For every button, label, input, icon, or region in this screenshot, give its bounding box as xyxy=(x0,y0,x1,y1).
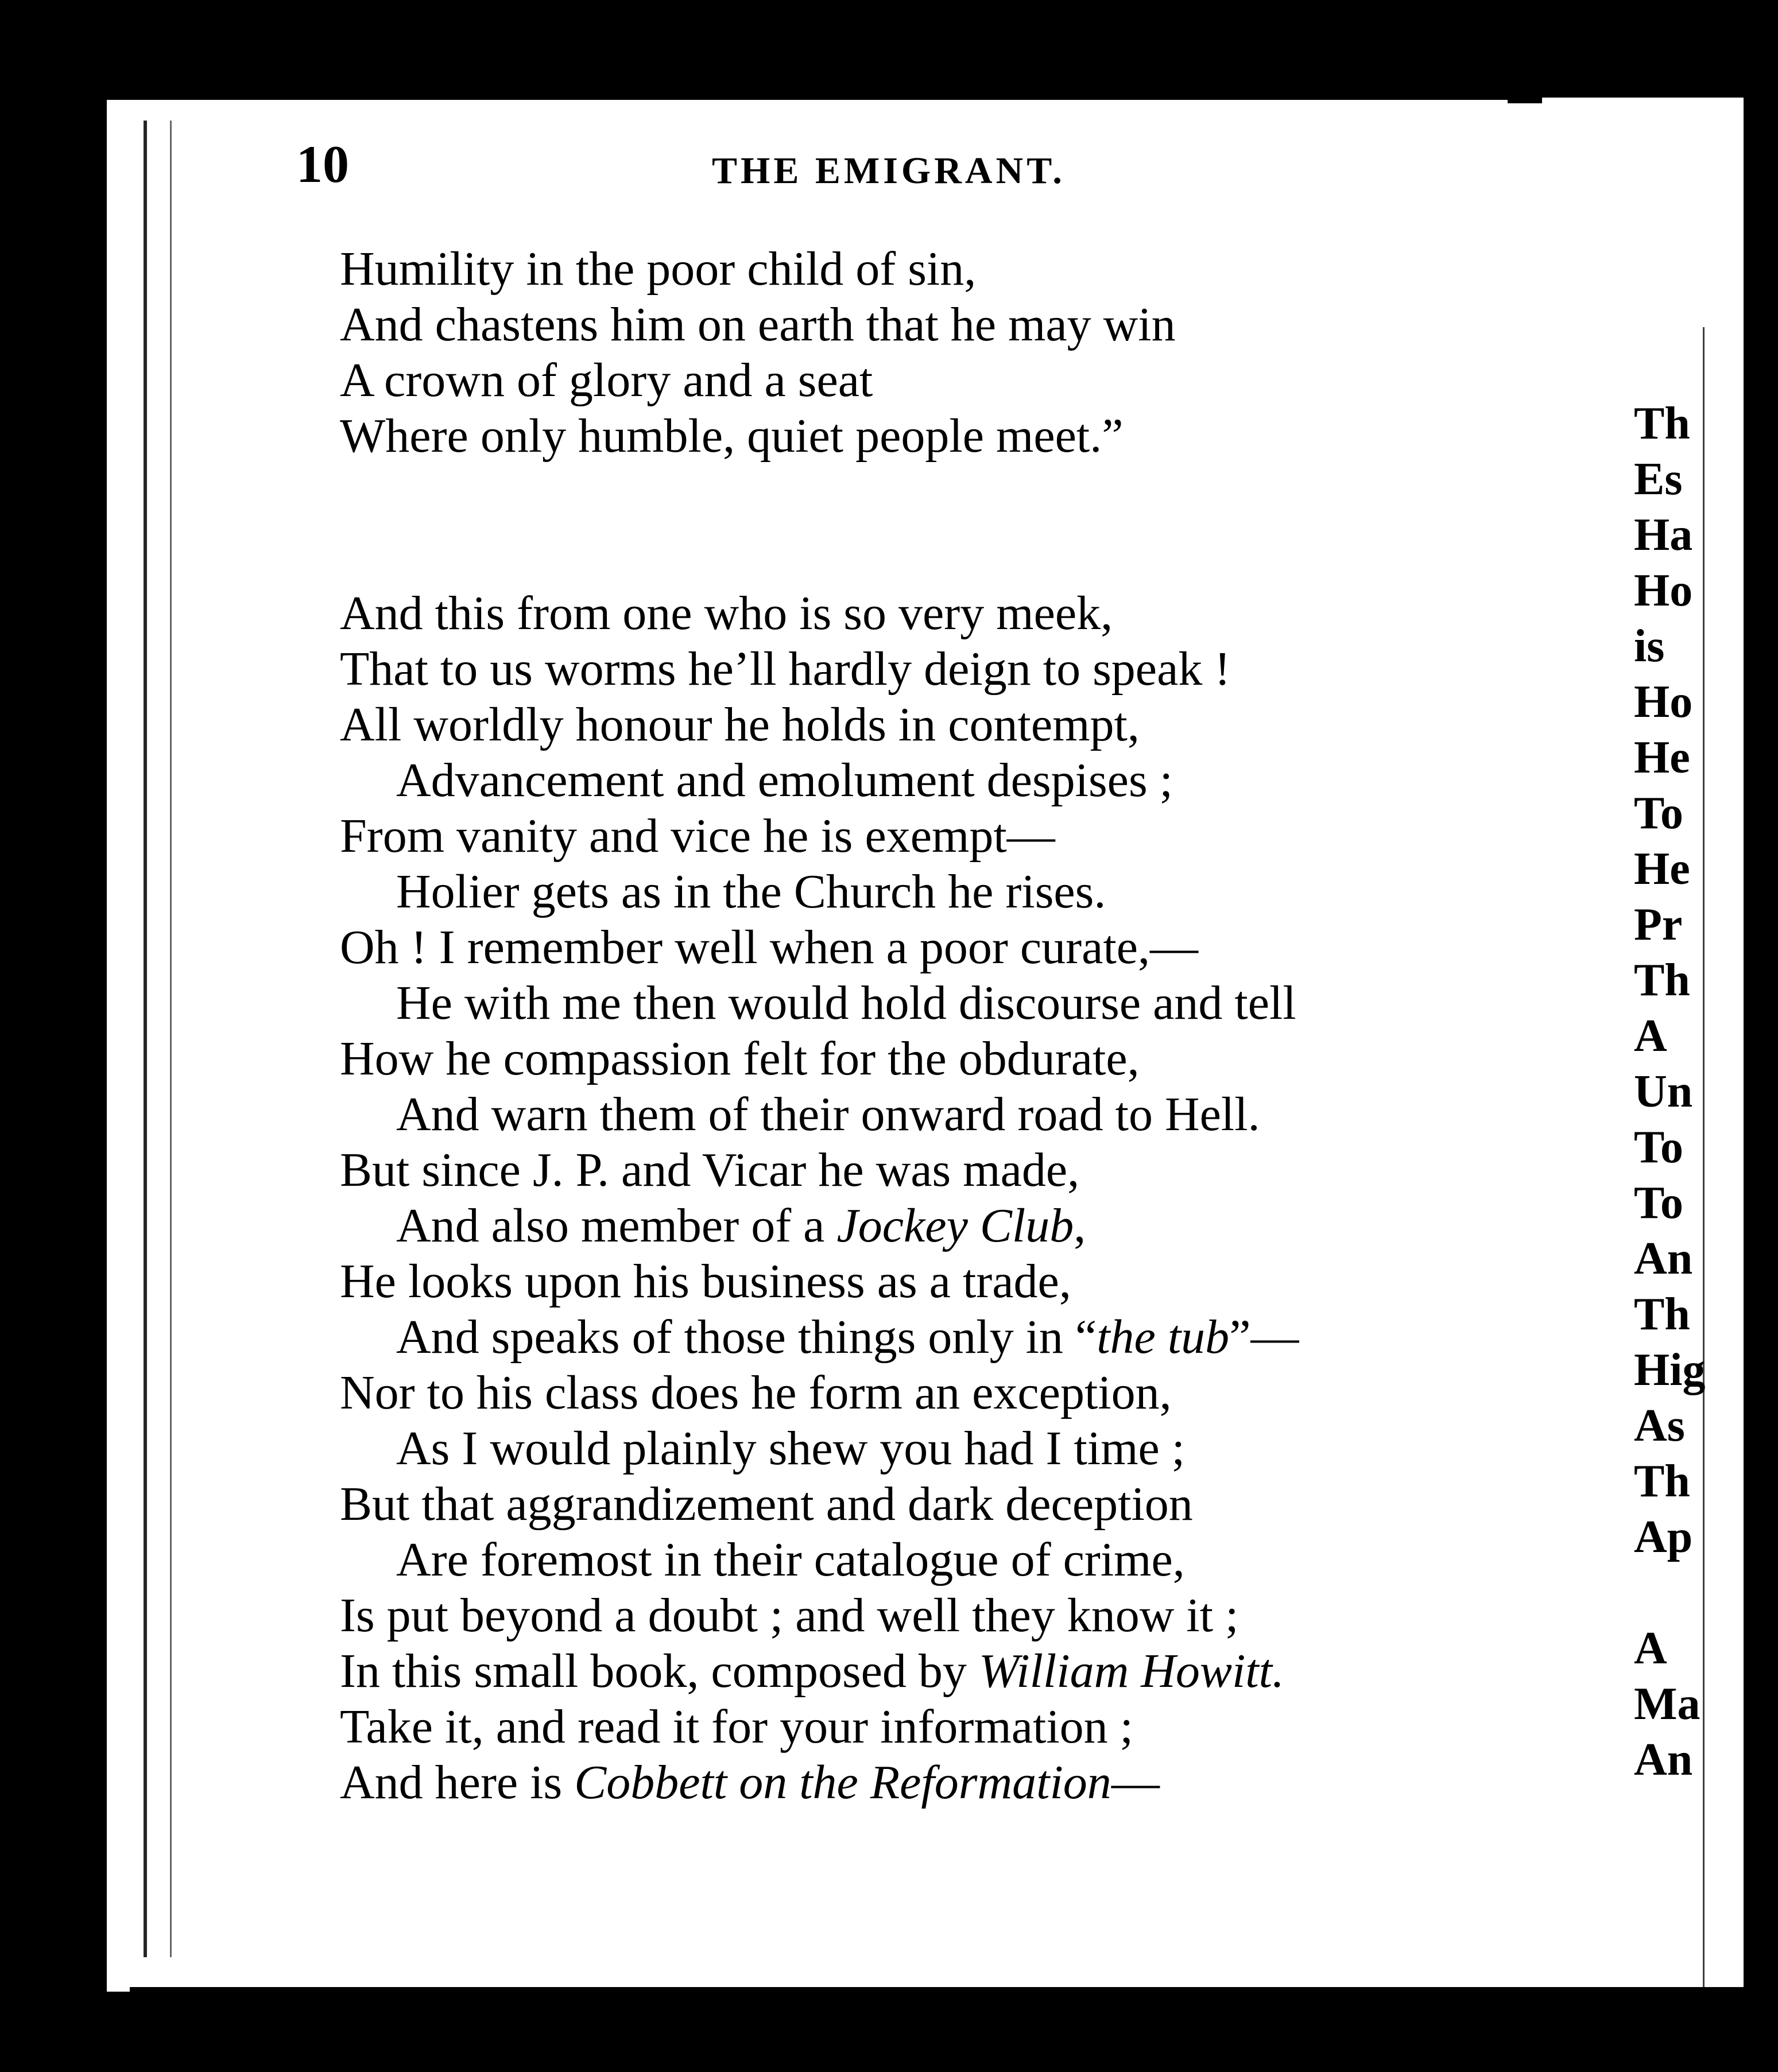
facing-page-fragment: is xyxy=(1634,621,1665,672)
verse-line: He with me then would hold discourse and tell xyxy=(396,976,1296,1030)
verse-line-text: And here is xyxy=(340,1756,575,1809)
facing-page-fragment xyxy=(1634,1565,1705,1621)
verse-line-text: And speaks of those things only in “ xyxy=(396,1310,1097,1364)
facing-page-fragment: To xyxy=(1634,788,1684,839)
binding-gutter-line xyxy=(144,121,147,1957)
verse-line: As I would plainly shew you had I time ; xyxy=(396,1422,1186,1475)
facing-page-fragment: Th xyxy=(1634,1289,1690,1340)
verse-line xyxy=(340,1755,1632,1810)
verse-line xyxy=(340,1309,1632,1365)
facing-page-fragment: Ma xyxy=(1634,1679,1700,1729)
verse-line-text: , xyxy=(1074,1199,1086,1252)
verse-line: Humility in the poor child of sin, xyxy=(340,242,977,296)
verse-line-italic: Jockey Club xyxy=(836,1199,1074,1252)
verse-line: He looks upon his business as a trade, xyxy=(340,1255,1071,1308)
facing-page-text-fragments xyxy=(1634,396,1705,1788)
verse-line: Holier gets as in the Church he rises. xyxy=(396,865,1106,918)
binding-gutter-line-inner xyxy=(170,121,172,1957)
verse-line-text: And also member of a xyxy=(396,1199,837,1252)
facing-page-fragment: To xyxy=(1634,1122,1684,1173)
verse-line xyxy=(340,1198,1632,1254)
verse-line: That to us worms he’ll hardly deign to speak ! xyxy=(340,642,1231,696)
facing-page-fragment: An xyxy=(1634,1735,1693,1785)
facing-page-fragment: As xyxy=(1634,1400,1685,1451)
facing-page-fragment: Ap xyxy=(1634,1512,1693,1562)
verse-line: From vanity and vice he is exempt— xyxy=(340,809,1055,863)
verse-line: How he compassion felt for the obdurate, xyxy=(340,1032,1140,1085)
verse-line: All worldly honour he holds in contempt, xyxy=(340,698,1140,751)
verse-line-italic: Cobbett on the Reformation xyxy=(574,1756,1111,1809)
verse-line: Is put beyond a doubt ; and well they know it ; xyxy=(340,1589,1239,1642)
verse-line: And warn them of their onward road to Hell. xyxy=(396,1088,1260,1141)
facing-page-fragment: Es xyxy=(1634,454,1683,505)
verse-line: But since J. P. and Vicar he was made, xyxy=(340,1143,1080,1197)
facing-page-fragment: To xyxy=(1634,1178,1684,1228)
verse-line: A crown of glory and a seat xyxy=(340,354,873,407)
page-right-edge xyxy=(1744,98,1761,1992)
verse-line: Are foremost in their catalogue of crime, xyxy=(396,1533,1185,1586)
facing-page-fragment: He xyxy=(1634,732,1690,783)
verse-line: Advancement and emolument despises ; xyxy=(396,754,1173,807)
facing-page-fragment: Th xyxy=(1634,955,1690,1006)
running-head: THE EMIGRANT. xyxy=(712,150,1066,192)
verse-line: But that aggrandizement and dark deception xyxy=(340,1477,1193,1531)
verse-line-text: ”— xyxy=(1229,1310,1299,1364)
stanza-2 xyxy=(340,585,1632,1810)
verse-line: Nor to his class does he form an exception, xyxy=(340,1366,1172,1419)
verse-line-text: — xyxy=(1111,1756,1160,1809)
facing-page-fragment: Hig xyxy=(1634,1345,1706,1395)
verse-line: And chastens him on earth that he may win xyxy=(340,298,1176,351)
facing-page-fragment: An xyxy=(1634,1233,1693,1284)
facing-page-fragment: Ho xyxy=(1634,565,1693,616)
facing-page-fragment: He xyxy=(1634,844,1690,894)
verse-line: Oh ! I remember well when a poor curate,— xyxy=(340,921,1199,974)
verse-line: Where only humble, quiet people meet.” xyxy=(340,409,1124,463)
verse-line: Take it, and read it for your information ; xyxy=(340,1700,1134,1753)
verse-line-italic: the tub xyxy=(1097,1310,1230,1364)
facing-page-fragment: A xyxy=(1634,1011,1667,1061)
facing-page-fragment: Un xyxy=(1634,1066,1693,1117)
facing-page-fragment: Ho xyxy=(1634,677,1693,727)
verse-line-italic: William Howitt. xyxy=(978,1644,1284,1698)
book-page xyxy=(107,98,1761,1992)
stanza-1 xyxy=(340,241,1632,464)
facing-page-fragment: Pr xyxy=(1634,899,1683,950)
verse-line xyxy=(340,1643,1632,1699)
verse-line-text: In this small book, composed by xyxy=(340,1644,979,1698)
facing-page-fragment: Th xyxy=(1634,1456,1690,1507)
page-bottom-edge xyxy=(130,1987,1761,1992)
facing-page-fragment: A xyxy=(1634,1623,1667,1674)
verse-line: And this from one who is so very meek, xyxy=(340,587,1113,640)
facing-page-fragment: Ha xyxy=(1634,510,1693,560)
facing-page-fragment: Th xyxy=(1634,398,1690,449)
page-number: 10 xyxy=(296,135,349,193)
